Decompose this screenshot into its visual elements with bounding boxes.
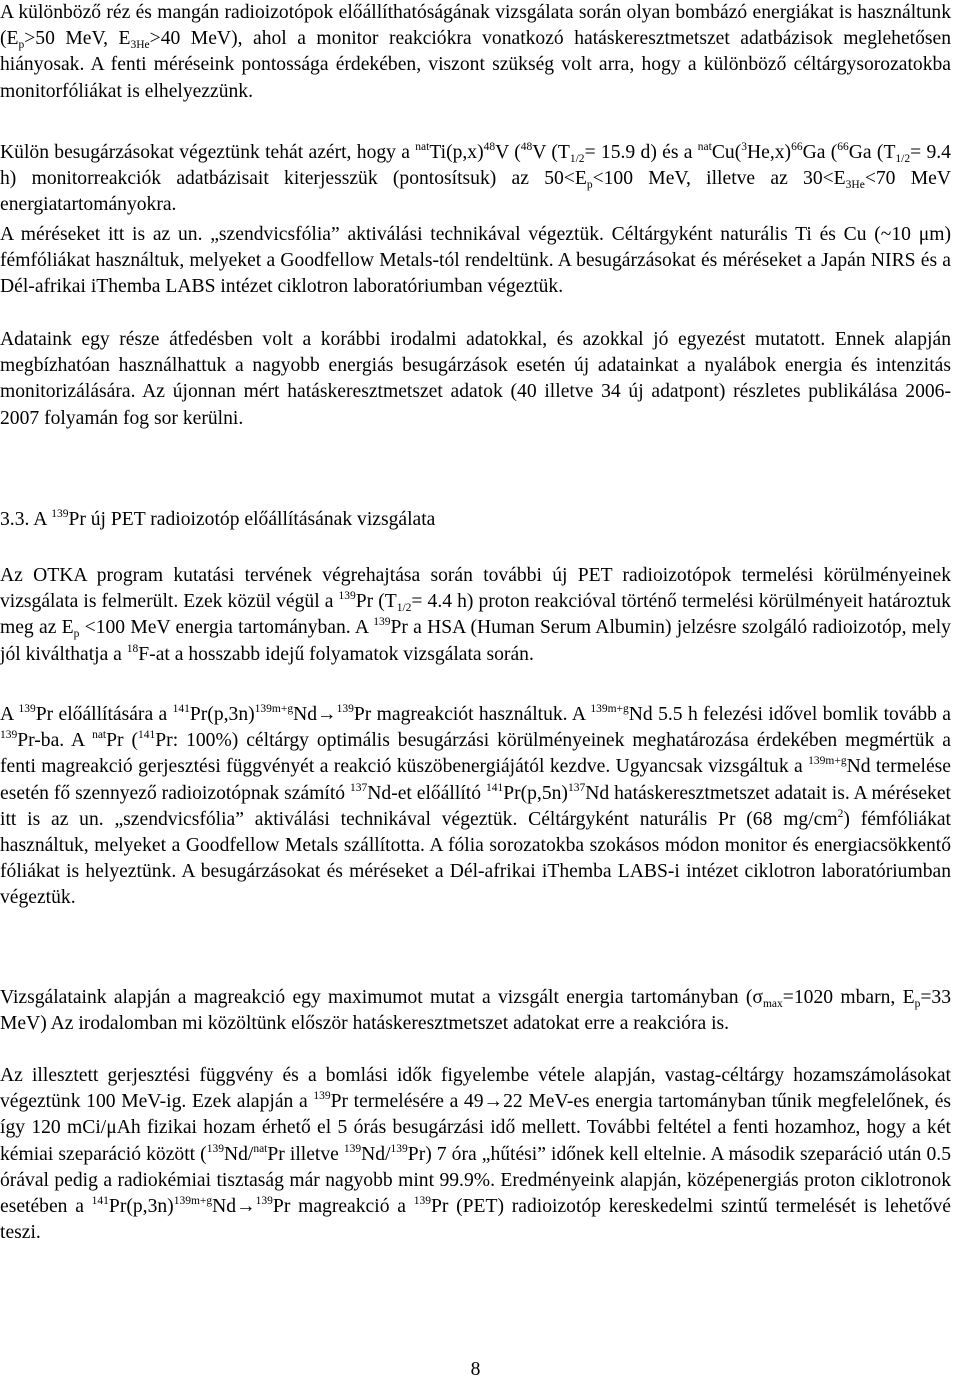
paragraph-data-agreement [0, 327, 951, 432]
text: A különböző réz és mangán radioizotópok előállíthatóságának vizsgálata során olyan bombázó energiákat is használtunk (E [0, 2, 951, 50]
arrow-symbol: → [236, 1196, 256, 1218]
subscript: 1/2 [895, 153, 911, 165]
superscript: nat [253, 1142, 268, 1155]
superscript: 139 [390, 1142, 408, 1155]
superscript: 139 [206, 1142, 224, 1155]
text: = 15.9 d) és a [584, 142, 698, 163]
text: Vizsgálataink alapján a magreakció egy maximumot mutat a vizsgált energia tartományban (σ [0, 987, 763, 1008]
text: >40 MeV), ahol a monitor reakciókra vonatkozó hatáskeresztmetszet adatbázisok meglehetősen hiányosak. A fenti méréseink pontossága érdekében, viszont szükség volt arra, hogy a különböző céltárgysorozatokba monitorfóliákat is elhelyezzünk. [0, 28, 951, 102]
superscript: 48 [520, 141, 533, 153]
text: Az illesztett gerjesztési függvény és a bomlási idők figyelembe vétele alapján, vastag-céltárgy hozamszámolásokat végeztünk 100 MeV-ig. Ezek alapján a [0, 1065, 951, 1113]
superscript: 139 [413, 1195, 431, 1208]
subscript: p [18, 39, 25, 52]
arrow-symbol: → [317, 704, 337, 725]
text: A [0, 704, 19, 725]
text: Az OTKA program kutatási tervének végrehajtása során további új PET radioizotópok termelési körülményeinek vizsgálata is felmerült. Ezek közül végül a [0, 565, 951, 613]
text: Pr termelésére a 49 [330, 1091, 484, 1113]
subscript: max [762, 998, 783, 1010]
paragraph-monitor-irradiations [0, 140, 951, 219]
subscript: 3He [130, 39, 150, 52]
text: Pr a HSA (Human Serum Albumin) jelzésre szolgáló radioizotóp, mely jól kiválthatja a [0, 617, 951, 665]
text: >50 MeV, E [24, 28, 131, 50]
text: <70 MeV energiatartományokra. [0, 168, 951, 216]
text: Nd hatáskeresztmetszet adatait is. A méréseket itt is az un. „szendvicsfólia” aktiválási technikával végeztük. Céltárgyként naturális Pr (68 mg/cm [0, 782, 951, 830]
text: Pr (PET) radioizotóp kereskedelmi szintű termelését is lehetővé teszi. [0, 1196, 951, 1244]
page-number: 8 [470, 1359, 481, 1380]
text: =1020 mbarn, E [782, 987, 915, 1008]
superscript: 139 [255, 1195, 273, 1208]
paragraph-yield-calculation [0, 1063, 951, 1246]
text: Pr(p,3n) [189, 704, 255, 725]
text: V (T [532, 142, 570, 163]
heading-title: Pr új PET radioizotóp előállításának vizsgálata [68, 509, 436, 530]
superscript: 139 [373, 616, 391, 629]
superscript: 48 [483, 141, 496, 153]
paragraph-monitor-context [0, 0, 951, 105]
paragraph-sandwich-foil [0, 222, 951, 301]
paragraph-cross-section-max [0, 985, 951, 1037]
paragraph-reaction-method [0, 702, 951, 912]
subscript: 1/2 [396, 602, 412, 615]
text: V ( [495, 142, 521, 163]
superscript: 66 [837, 141, 849, 153]
text: Pr illetve [267, 1143, 344, 1165]
superscript: 139m+g [590, 703, 629, 715]
superscript: nat [415, 141, 430, 153]
text: 22 MeV-es energia tartományban tűnik megfelelőnek, és így 120 mCi/μAh fizikai hozam érhető el 5 órás besugárzási idő mellett. További feltétel a fenti hozamhoz, hogy a két kémiai szeparáció között ( [0, 1091, 952, 1165]
text: = 4.4 h) proton reakcióval történő termelési körülményeit határoztuk meg az E [0, 591, 951, 639]
superscript: 139 [336, 703, 354, 715]
text: Nd/ [361, 1143, 391, 1165]
text: Nd-et előállító [367, 782, 486, 804]
text: Pr (T [355, 591, 397, 613]
text: F-at a hosszabb idejű folyamatok vizsgálata során. [138, 643, 534, 665]
text: A méréseket itt is az un. „szendvicsfólia” aktiválási technikával végeztük. Céltárgyként naturális Ti és Cu (~10 μm) fémfóliákat használtuk, melyeket a Goodfellow Metals-tól rendeltünk. A besugárzásokat és méréseket a Japán NIRS és a Dél-afrikai iThemba LABS intézet ciklotron laboratóriumban végeztük. [0, 224, 951, 298]
arrow-symbol: → [483, 1091, 504, 1113]
superscript: 139 [313, 1090, 331, 1103]
text: Pr: 100%) céltárgy optimális besugárzási körülményeinek meghatározása érdekében megmértük a fenti magreakció gerjesztési függvényét a reakció küszöbenergiájától kezdve. Ugyancsak vizsgáltuk a [0, 730, 951, 778]
subscript: 1/2 [569, 153, 585, 165]
superscript: nat [697, 141, 712, 153]
superscript: 139 [343, 1142, 362, 1155]
text: Pr magreakciót használtuk. A [353, 704, 591, 725]
text: = 9.4 h) monitorreakciók adatbázisait kiterjesszük (pontosítsuk) az 50<E [0, 142, 951, 190]
superscript: 18 [126, 642, 139, 655]
text: Külön besugárzásokat végeztünk tehát azért, hogy a [0, 142, 416, 163]
heading-number: 3.3. A [0, 509, 52, 530]
text: Pr(p,5n) [503, 782, 568, 804]
superscript: 139 [51, 508, 69, 520]
text: Adataink egy része átfedésben volt a korábbi irodalmi adatokkal, és azokkal jó egyezést mutatott. Ennek alapján megbízhatóan használhattuk a nagyobb energiás besugárzások esetén új adatainkat a nyalábok energia és intenzitás monitorizálására. Az újonnan mért hatáskeresztmetszet adatok (40 illetve 34 új adatpont) részletes publikálása 2006-2007 folyamán fog sor kerülni. [0, 329, 951, 429]
text: Ga (T [848, 142, 896, 163]
superscript: 137 [567, 781, 586, 794]
superscript: nat [92, 729, 107, 742]
superscript: 139m+g [808, 755, 847, 768]
superscript: 139 [0, 729, 18, 742]
text: Pr előállítására a [35, 704, 173, 725]
section-heading [0, 507, 951, 533]
text: <100 MeV energia tartományban. A [79, 617, 374, 639]
text: Nd termelése esetén fő szennyező radioizotópnak számító [0, 756, 951, 804]
superscript: 66 [791, 141, 803, 153]
superscript: 141 [138, 729, 156, 742]
superscript: 139m+g [254, 703, 294, 715]
text: Pr ( [106, 730, 139, 752]
superscript: 2 [837, 807, 844, 820]
subscript: p [914, 998, 921, 1010]
superscript: 3 [741, 141, 747, 153]
superscript: 137 [350, 781, 368, 794]
subscript: p [586, 179, 593, 192]
text: Pr) 7 óra „hűtési” időnek kell eltelnie. A második szeparáció után 0.5 órával pedig a radiokémiai tisztaság már nagyobb mint 99.9%. Eredményeink alapján, középenergiás proton ciklotronok esetében a [0, 1143, 951, 1218]
superscript: 139 [18, 703, 36, 715]
text: Pr(p,3n) [108, 1196, 174, 1218]
text: Ga ( [802, 142, 838, 163]
text: Ti(p,x) [429, 142, 484, 163]
subscript: 3He [845, 179, 865, 192]
subscript: p [73, 628, 80, 641]
text: Nd 5.5 h felezési idővel bomlik tovább a [628, 704, 952, 725]
superscript: 141 [485, 781, 504, 794]
text: Nd [212, 1196, 237, 1218]
superscript: 141 [91, 1195, 109, 1208]
text: Nd [293, 704, 318, 725]
superscript: 139m+g [173, 1195, 213, 1208]
text: Pr-ba. A [17, 730, 93, 752]
paragraph-otka-program [0, 563, 951, 668]
text: He,x) [747, 142, 792, 163]
superscript: 141 [172, 703, 190, 715]
text: <100 MeV, illetve az 30<E [592, 168, 846, 190]
text: Nd/ [223, 1143, 254, 1165]
text: ) fémfóliákat használtuk, melyeket a Goodfellow Metals szállította. A fólia sorozatokba szokásos módon monitor és energiacsökkentő fóliákat is helyeztünk. A besugárzásokat és méréseket a Dél-afrikai iThemba LABS-i intézet ciklotron laboratóriumban végeztük. [0, 808, 952, 909]
text: =33 MeV) Az irodalomban mi közöltünk először hatáskeresztmetszet adatokat erre a reakcióra is. [0, 987, 951, 1035]
text: Cu( [711, 142, 742, 163]
superscript: 139 [338, 590, 356, 603]
text: Pr magreakció a [272, 1196, 414, 1218]
